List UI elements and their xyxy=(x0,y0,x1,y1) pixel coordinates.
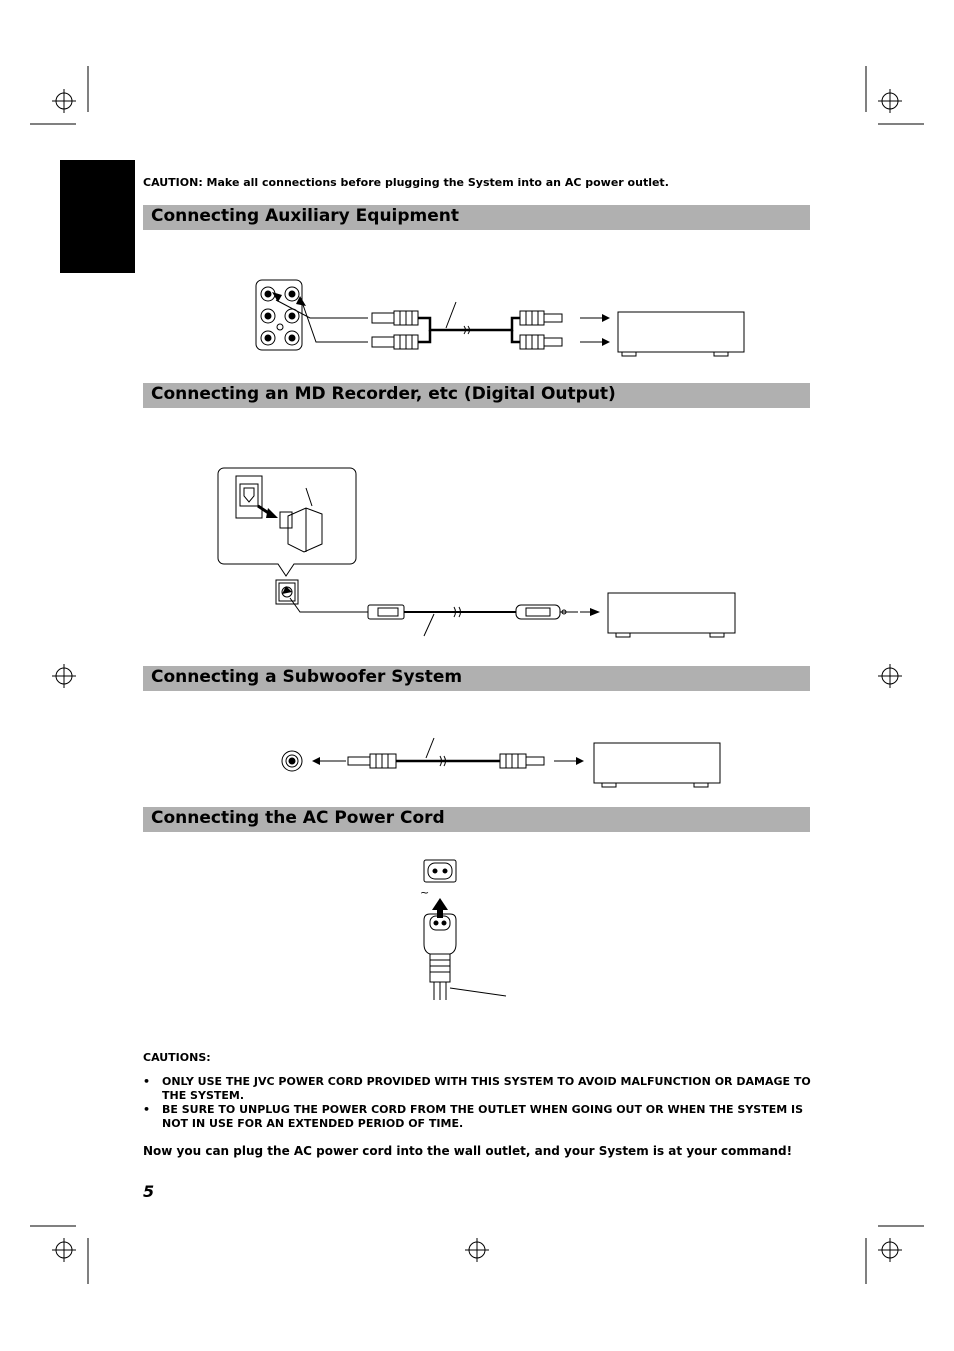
section-header-md xyxy=(143,383,810,408)
section-title-sub: Connecting a Subwoofer System xyxy=(151,667,463,687)
section-header-aux xyxy=(143,205,810,230)
language-tab xyxy=(60,160,135,273)
closing-note: Now you can plug the AC power cord into the wall outlet, and your System is at your command! xyxy=(143,1144,793,1158)
cautions-list xyxy=(143,1075,813,1131)
caution-note: CAUTION: Make all connections before plugging the System into an AC power outlet. xyxy=(143,176,669,189)
aux-connection-diagram xyxy=(250,276,760,360)
ac-cord-diagram xyxy=(410,854,520,1004)
section-title-ac: Connecting the AC Power Cord xyxy=(151,808,445,828)
subwoofer-diagram xyxy=(276,732,726,792)
cautions-heading: CAUTIONS: xyxy=(143,1051,211,1064)
digital-output-diagram xyxy=(210,464,750,644)
section-header-ac xyxy=(143,807,810,832)
section-title-aux: Connecting Auxiliary Equipment xyxy=(151,206,460,226)
page-number: 5 xyxy=(143,1182,155,1201)
section-title-md: Connecting an MD Recorder, etc (Digital Output) xyxy=(151,384,616,404)
section-header-sub xyxy=(143,666,810,691)
ac-inlet-symbol: ~ xyxy=(420,886,430,899)
caution-item: • BE SURE TO UNPLUG THE POWER CORD FROM THE OUTLET WHEN GOING OUT OR WHEN THE SYSTEM IS NOT IN USE FOR AN EXTENDED PERIOD OF TIME. xyxy=(143,1103,813,1131)
caution-item: • ONLY USE THE JVC POWER CORD PROVIDED WITH THIS SYSTEM TO AVOID MALFUNCTION OR DAMAGE TO THE SYSTEM. xyxy=(143,1075,813,1103)
